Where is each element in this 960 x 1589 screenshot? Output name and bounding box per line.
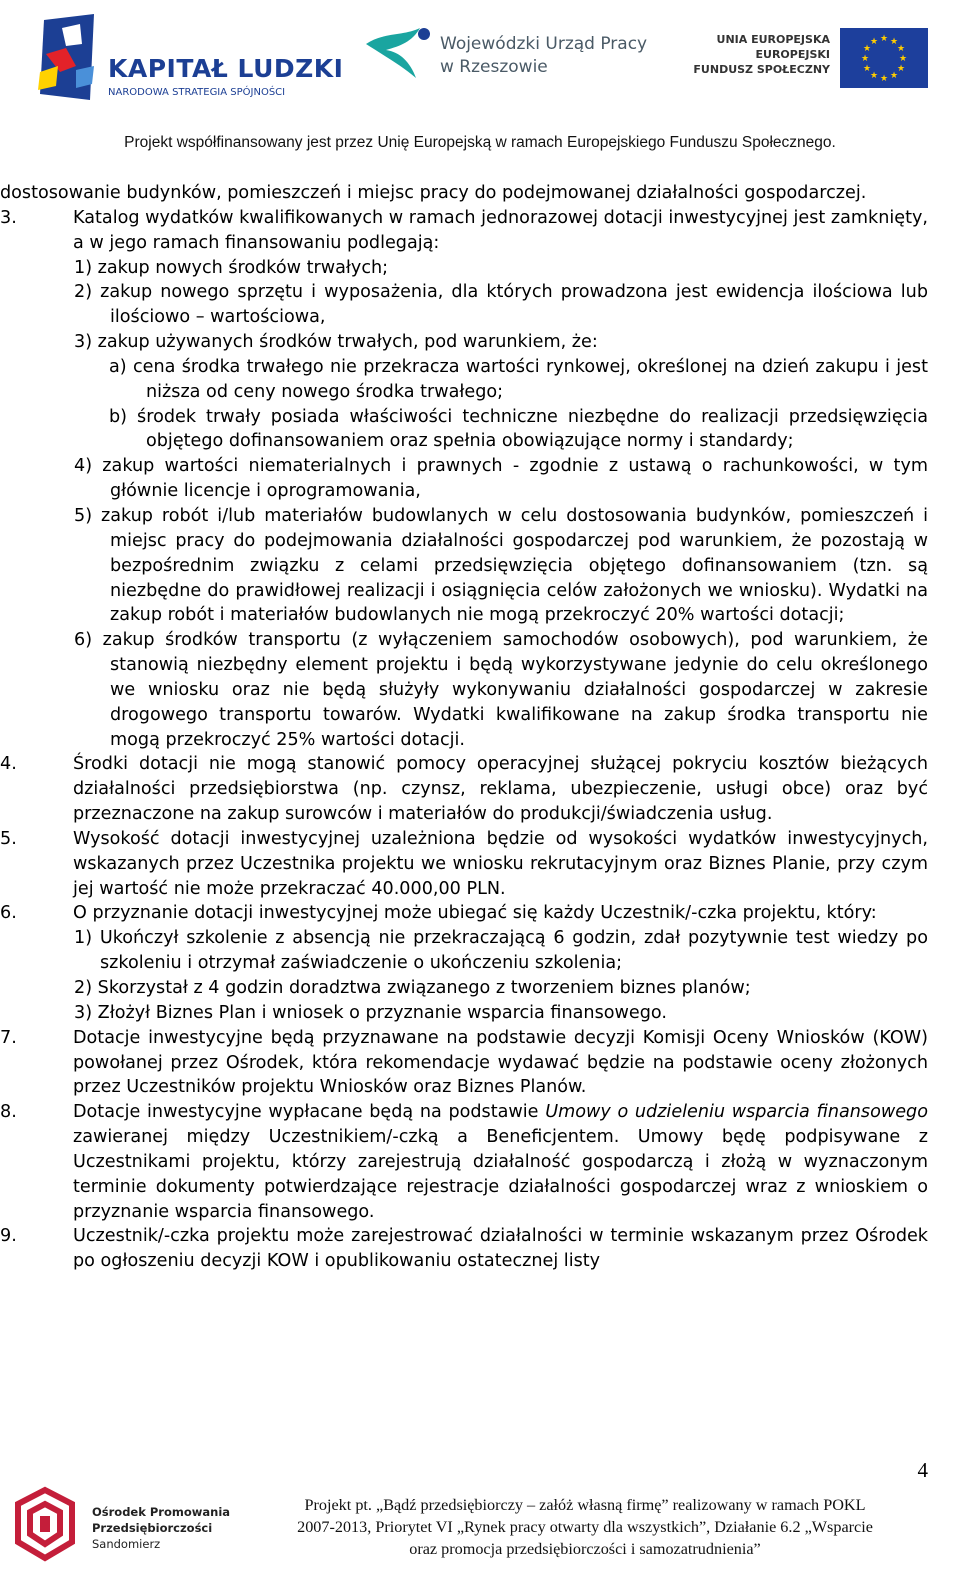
paragraph-text: Środki dotacji nie mogą stanowić pomocy operacyjnej służącej pokryciu kosztów bieżących działalności przedsiębiorstwa (np. czynsz, reklama, ubezpieczenie, usługi obce) oraz być przeznaczone na zakup surowców i materiałów do produkcji/świadczenia usług. bbox=[73, 754, 928, 825]
list-item-3-3a: a) cena środka trwałego nie przekracza wartości rynkowej, określonej na dzień zakupu i jest niższa od ceny nowego środka trwałego; bbox=[109, 356, 928, 402]
opp-emblem-icon bbox=[12, 1486, 78, 1562]
svg-text:★: ★ bbox=[889, 37, 899, 47]
wup-bird-icon bbox=[364, 22, 436, 82]
list-item-3-3: 3) zakup używanych środków trwałych, pod warunkiem, że: bbox=[74, 332, 598, 353]
wup-logo bbox=[364, 22, 674, 92]
svg-text:★: ★ bbox=[879, 74, 889, 84]
opp-name bbox=[92, 1504, 230, 1552]
paragraph-3 bbox=[0, 206, 928, 256]
opp-name-line1: Ośrodek Promowania bbox=[92, 1505, 231, 1519]
paragraph-text-pre: Dotacje inwestycyjne wypłacane będą na podstawie bbox=[73, 1102, 546, 1123]
list-item-6-2: 2) Skorzystał z 4 godzin doradztwa związanego z tworzeniem biznes planów; bbox=[74, 978, 751, 998]
kapital-ludzki-logo bbox=[26, 10, 344, 105]
eu-text-line1: UNIA EUROPEJSKA bbox=[716, 33, 830, 46]
paragraph-6 bbox=[0, 901, 928, 926]
svg-text:★: ★ bbox=[862, 64, 872, 74]
list-item-3-3b: b) środek trwały posiada właściwości techniczne niezbędne do realizacji przedsięwzięcia objętego dofinansowaniem oraz spełnia obowiązujące normy i standardy; bbox=[109, 406, 928, 452]
paragraph-text: O przyznanie dotacji inwestycyjnej może ubiegać się każdy Uczestnik/-czka projektu, który: bbox=[73, 903, 877, 924]
list-item-6-1: 1) Ukończył szkolenie z absencją nie przekraczającą 6 godzin, zdał pozytywnie test wiedzy po szkoleniu i otrzymał zaświadczenie o ukończeniu szkolenia; bbox=[74, 928, 928, 974]
paragraph-text: Dotacje inwestycyjne będą przyznawane na podstawie decyzji Komisji Oceny Wniosków (KOW) powołanej przez Ośrodek, która rekomendacje wydawać będzie na podstawie oceny złożonych przez Uczestników projektu Wniosków oraz Biznes Planów. bbox=[73, 1027, 928, 1098]
paragraph-number: 3. bbox=[0, 207, 17, 228]
paragraph-8 bbox=[0, 1100, 928, 1224]
paragraph-5 bbox=[0, 827, 928, 902]
kapital-ludzki-emblem-icon bbox=[36, 14, 106, 104]
paragraph-4 bbox=[0, 752, 928, 827]
svg-text:★: ★ bbox=[860, 54, 870, 64]
eu-flag-icon bbox=[840, 28, 928, 88]
list-item-3-1: 1) zakup nowych środków trwałych; bbox=[74, 257, 389, 278]
document-body bbox=[0, 181, 928, 1274]
kapital-ludzki-subtitle: NARODOWA STRATEGIA SPÓJNOŚCI bbox=[108, 87, 286, 98]
paragraph-text: Katalog wydatków kwalifikowanych w ramach jednorazowej dotacji inwestycyjnej jest zamknięty, a w jego ramach finansowaniu podlegają: bbox=[73, 207, 928, 253]
eu-logo bbox=[693, 18, 940, 98]
cofinancing-note: Projekt współfinansowany jest przez Unię Europejską w ramach Europejskiego Funduszu Społecznego. bbox=[124, 134, 836, 151]
footer-line3: oraz promocja przedsiębiorczości i samozatrudnienia” bbox=[409, 1540, 761, 1558]
footer-project-info bbox=[250, 1494, 920, 1560]
paragraph-number: 6. bbox=[0, 903, 17, 924]
svg-text:★: ★ bbox=[896, 44, 906, 54]
svg-text:★: ★ bbox=[896, 64, 906, 74]
page-number: 4 bbox=[917, 1458, 928, 1482]
svg-text:★: ★ bbox=[869, 37, 879, 47]
paragraph-number: 4. bbox=[0, 754, 17, 775]
list-item-3-4: 4) zakup wartości niematerialnych i prawnych - zgodnie z ustawą o rachunkowości, w tym głównie licencje i oprogramowania, bbox=[74, 456, 928, 502]
svg-text:★: ★ bbox=[869, 71, 879, 81]
svg-text:★: ★ bbox=[898, 54, 908, 64]
svg-text:★: ★ bbox=[879, 34, 889, 44]
opp-name-line3: Sandomierz bbox=[92, 1537, 161, 1551]
opp-name-line2: Przedsiębiorczości bbox=[92, 1521, 213, 1535]
wup-name-line2: w Rzeszowie bbox=[440, 57, 548, 77]
opp-logo bbox=[12, 1486, 252, 1566]
paragraph-number: 8. bbox=[0, 1102, 17, 1123]
agreement-title: Umowy o udzieleniu wsparcia finansowego bbox=[545, 1102, 928, 1123]
wup-name-line1: Wojewódzki Urząd Pracy bbox=[440, 34, 648, 54]
paragraph-intro: dostosowanie budynków, pomieszczeń i miejsc pracy do podejmowanej działalności gospodarczej. bbox=[0, 183, 867, 203]
svg-text:★: ★ bbox=[889, 71, 899, 81]
list-item-3-6: 6) zakup środków transportu (z wyłączeniem samochodów osobowych), pod warunkiem, że stanowią niezbędny element projektu i będą wykorzystywane jedynie do celu określonego we wniosku oraz nie będą służyły wykonywaniu działalności gospodarczej w zakresie drogowego transportu towarów. Wydatki kwalifikowane na zakup środka transportu nie mogą przekroczyć 25% wartości dotacji. bbox=[74, 630, 928, 750]
paragraph-number: 9. bbox=[0, 1226, 17, 1247]
footer-line1: Projekt pt. „Bądź przedsiębiorczy – załóż własną firmę” realizowany w ramach POKL bbox=[304, 1496, 866, 1514]
svg-text:★: ★ bbox=[862, 44, 872, 54]
paragraph-text-post: zawieranej między Uczestnikiem/-czką a Beneficjentem. Umowy będę podpisywane z Uczestnikami projektu, którzy zarejestrują działalność gospodarczą i złożą w wyznaczonym terminie dokumenty potwierdzające rejestracje działalności gospodarczej wraz z wnioskiem o przyznanie wsparcia finansowego. bbox=[73, 1127, 928, 1222]
paragraph-7 bbox=[0, 1026, 928, 1101]
kapital-ludzki-title: KAPITAŁ LUDZKI bbox=[108, 54, 344, 83]
page-header bbox=[0, 0, 960, 162]
paragraph-number: 5. bbox=[0, 828, 17, 849]
eu-text-line2: EUROPEJSKI bbox=[755, 48, 830, 61]
list-item-6-3: 3) Złożył Biznes Plan i wniosek o przyznanie wsparcia finansowego. bbox=[74, 1002, 667, 1023]
eu-text bbox=[693, 32, 830, 77]
eu-text-line3: FUNDUSZ SPOŁECZNY bbox=[693, 63, 830, 76]
paragraph-number: 7. bbox=[0, 1027, 17, 1048]
paragraph-9 bbox=[0, 1224, 928, 1274]
footer-line2: 2007-2013, Priorytet VI „Rynek pracy otwarty dla wszystkich”, Działanie 6.2 „Wsparcie bbox=[297, 1518, 873, 1536]
paragraph-text: Uczestnik/-czka projektu może zarejestrować działalności w terminie wskazanym przez Ośrodek po ogłoszeniu decyzji KOW i opublikowaniu ostatecznej listy bbox=[73, 1226, 928, 1272]
list-item-3-5: 5) zakup robót i/lub materiałów budowlanych w celu dostosowania budynków, pomieszczeń i miejsc pracy do podejmowania działalności gospodarczej pod warunkiem, że pozostają w bezpośrednim związku z celami przedsięwzięcia objętego dofinansowaniem (tzn. są niezbędne do prawidłowej realizacji i osiągnięcia celów założonych we wniosku). Wydatki na zakup robót i materiałów budowlanych nie mogą przekroczyć 20% wartości dotacji; bbox=[74, 505, 928, 626]
paragraph-text: Wysokość dotacji inwestycyjnej uzależniona będzie od wysokości wydatków inwestycyjnych, wskazanych przez Uczestnika projektu we wniosku rekrutacyjnym oraz Biznes Planie, przy czym jej wartość nie może przekraczać 40.000,00 PLN. bbox=[73, 828, 928, 899]
page-footer bbox=[0, 1480, 960, 1589]
list-item-3-2: 2) zakup nowego sprzętu i wyposażenia, dla których prowadzona jest ewidencja ilościowa lub ilościowo – wartościowa, bbox=[74, 282, 928, 328]
